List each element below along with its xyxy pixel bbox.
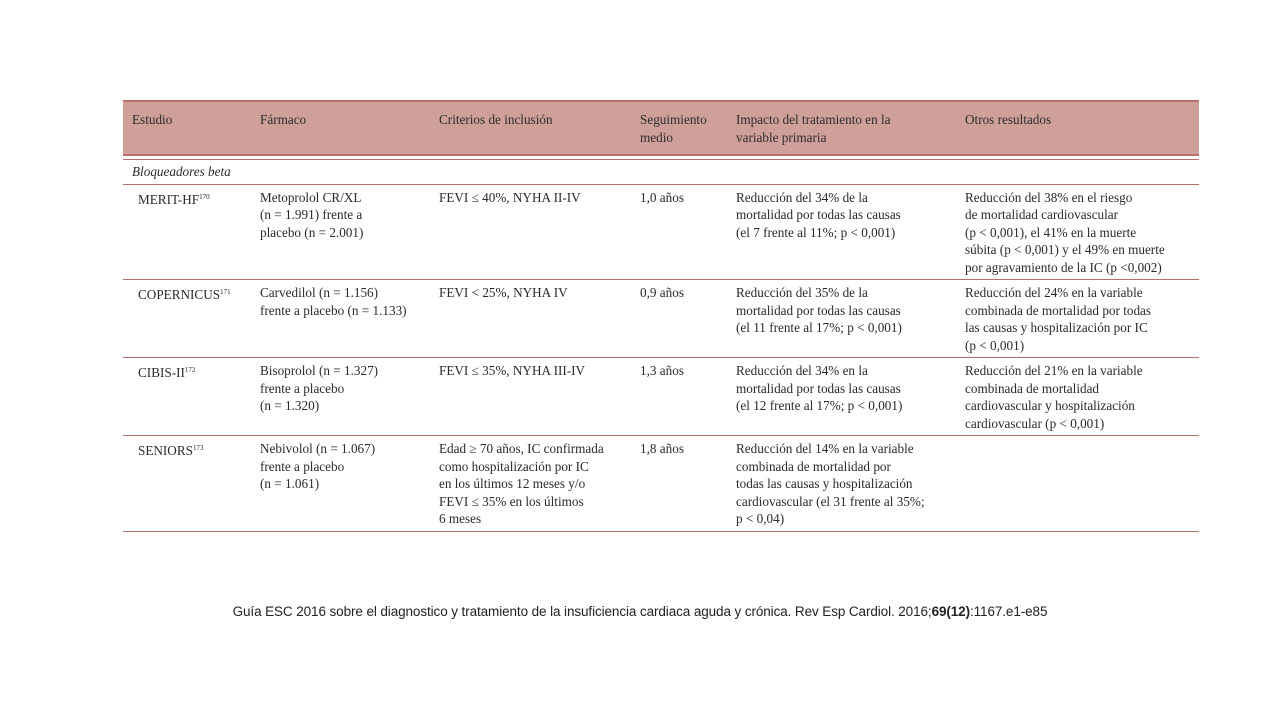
drug-cell: Nebivolol (n = 1.067) frente a placebo (n = 1.061) [251,436,430,532]
header-seguimiento: Seguimiento medio [631,101,727,155]
drug-cell: Bisoprolol (n = 1.327) frente a placebo (n = 1.320) [251,358,430,436]
group-label: Bloqueadores beta [123,160,1199,185]
impact-cell: Reducción del 34% de la mortalidad por todas las causas (el 7 frente al 11%; p < 0,001) [727,184,956,280]
study-name: COPERNICUS [138,287,221,302]
impact-cell: Reducción del 35% de la mortalidad por todas las causas (el 11 frente al 17%; p < 0,001) [727,280,956,358]
header-farmaco: Fármaco [251,101,430,155]
study-cell [123,184,251,280]
followup-cell: 1,0 años [631,184,727,280]
beta-blocker-trials-table [123,100,1199,532]
study-ref: 172 [184,366,196,374]
criteria-cell: Edad ≥ 70 años, IC confirmada como hospitalización por IC en los últimos 12 meses y/o FEVI ≤ 35% en los últimos 6 meses [430,436,631,532]
other-results-cell: Reducción del 38% en el riesgo de mortalidad cardiovascular (p < 0,001), el 41% en la muerte súbita (p < 0,001) y el 49% en muerte por agravamiento de la IC (p <0,002) [956,184,1199,280]
impact-cell: Reducción del 14% en la variable combinada de mortalidad por todas las causas y hospitalización cardiovascular (el 31 frente al 35%; p < 0,04) [727,436,956,532]
header-impacto: Impacto del tratamiento en la variable primaria [727,101,956,155]
source-citation [0,604,1280,619]
study-cell [123,280,251,358]
citation-volume: 69(12) [931,604,970,619]
table-row [123,436,1199,532]
followup-cell: 0,9 años [631,280,727,358]
study-ref: 171 [220,288,231,296]
study-ref: 173 [192,444,204,452]
citation-pages: :1167.e1-e85 [970,604,1048,619]
study-name: SENIORS [138,443,193,458]
study-ref: 170 [199,192,210,201]
study-cell [123,358,251,436]
followup-cell: 1,8 años [631,436,727,532]
table-row [123,280,1199,358]
table-row [123,358,1199,436]
study-name: CIBIS-II [138,365,185,380]
criteria-cell: FEVI ≤ 35%, NYHA III-IV [430,358,631,436]
criteria-cell: FEVI ≤ 40%, NYHA II-IV [430,184,631,280]
criteria-cell: FEVI < 25%, NYHA IV [430,280,631,358]
drug-cell: Carvedilol (n = 1.156) frente a placebo (n = 1.133) [251,280,430,358]
citation-text: Guía ESC 2016 sobre el diagnostico y tratamiento de la insuficiencia cardiaca aguda y crónica. Rev Esp Cardiol. 2016; [232,604,932,619]
header-estudio: Estudio [123,101,251,155]
study-cell [123,436,251,532]
drug-cell: Metoprolol CR/XL (n = 1.991) frente a placebo (n = 2.001) [251,184,430,280]
other-results-cell: Reducción del 24% en la variable combinada de mortalidad por todas las causas y hospitalización por IC (p < 0,001) [956,280,1199,358]
table-row [123,184,1199,280]
header-otros: Otros resultados [956,101,1199,155]
other-results-cell: Reducción del 21% en la variable combinada de mortalidad cardiovascular y hospitalización cardiovascular (p < 0,001) [956,358,1199,436]
followup-cell: 1,3 años [631,358,727,436]
group-row [123,160,1199,185]
study-table-container [123,100,1199,532]
header-criterios: Criterios de inclusión [430,101,631,155]
study-name: MERIT-HF [138,191,200,207]
impact-cell: Reducción del 34% en la mortalidad por todas las causas (el 12 frente al 17%; p < 0,001) [727,358,956,436]
other-results-cell [956,436,1199,532]
table-header-row [123,101,1199,155]
